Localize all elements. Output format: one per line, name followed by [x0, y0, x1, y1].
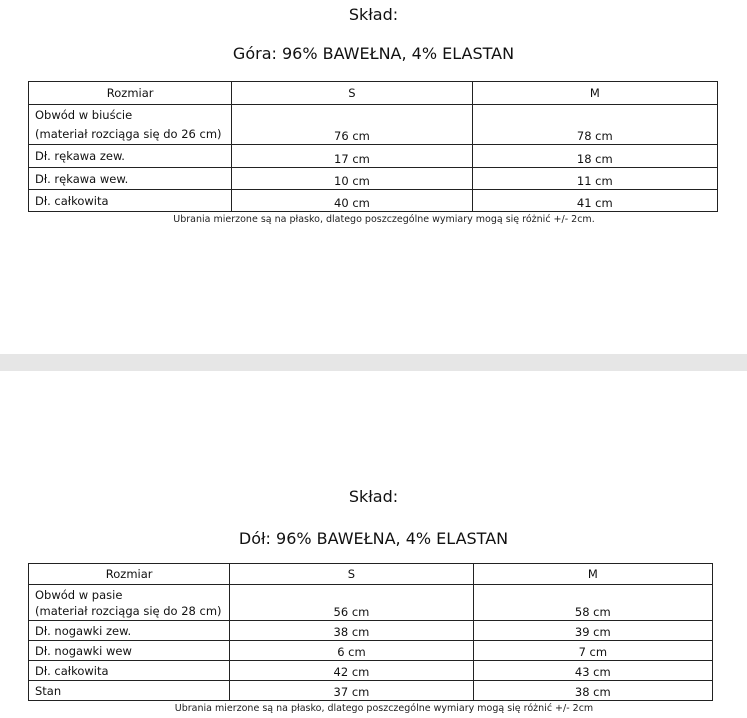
value-s: 42 cm: [230, 661, 473, 681]
row-label: Dł. całkowita: [29, 190, 232, 212]
header-size: Rozmiar: [29, 564, 230, 585]
value-s: 38 cm: [230, 621, 473, 641]
row-label: Dł. rękawa zew.: [29, 145, 232, 168]
header-s: S: [230, 564, 473, 585]
header-m: M: [472, 82, 717, 105]
value-s: 56 cm: [230, 585, 473, 621]
measurement-note: Ubrania mierzone są na płasko, dlatego poszczególne wymiary mogą się różnić +/- 2cm: [174, 703, 594, 714]
header-s: S: [232, 82, 472, 105]
top-size-panel: [0, 0, 747, 354]
table-row: [29, 621, 713, 641]
measurement-note: Ubrania mierzone są na płasko, dlatego poszczególne wymiary mogą się różnić +/- 2cm.: [173, 214, 595, 225]
value-m: 11 cm: [472, 168, 717, 190]
row-label-line: (materiał rozciąga się do 26 cm): [35, 126, 222, 141]
value-m: 58 cm: [473, 585, 712, 621]
row-label: Dł. nogawki zew.: [29, 621, 230, 641]
value-m: 78 cm: [472, 105, 717, 145]
value-s: 17 cm: [232, 145, 472, 168]
header-size: Rozmiar: [29, 82, 232, 105]
header-row: [29, 564, 713, 585]
value-s: 76 cm: [232, 105, 472, 145]
row-label: Dł. całkowita: [29, 661, 230, 681]
value-m: 18 cm: [472, 145, 717, 168]
table-row: [29, 661, 713, 681]
size-table-bottom: [28, 563, 713, 701]
value-m: 7 cm: [473, 641, 712, 661]
value-s: 10 cm: [232, 168, 472, 190]
value-s: 6 cm: [230, 641, 473, 661]
row-label: Stan: [29, 681, 230, 701]
row-label: [29, 105, 232, 145]
row-label-line: Obwód w pasie: [35, 587, 123, 602]
table-row: [29, 105, 718, 145]
table-row: [29, 585, 713, 621]
composition-text: Dół: 96% BAWEŁNA, 4% ELASTAN: [238, 529, 509, 548]
row-label-line: Obwód w biuście: [35, 107, 133, 122]
row-label-line: (materiał rozciąga się do 28 cm): [35, 603, 222, 618]
header-m: M: [473, 564, 712, 585]
composition-title: Skład:: [348, 5, 399, 24]
bottom-size-panel: [0, 371, 747, 718]
value-m: 39 cm: [473, 621, 712, 641]
table-row: [29, 681, 713, 701]
table-row: [29, 145, 718, 168]
composition-title: Skład:: [348, 487, 399, 506]
table-row: [29, 190, 718, 212]
value-m: 41 cm: [472, 190, 717, 212]
row-label: Dł. nogawki wew: [29, 641, 230, 661]
value-s: 40 cm: [232, 190, 472, 212]
table-row: [29, 641, 713, 661]
table-row: [29, 168, 718, 190]
value-s: 37 cm: [230, 681, 473, 701]
value-m: 43 cm: [473, 661, 712, 681]
size-table-top: [28, 81, 718, 212]
composition-text: Góra: 96% BAWEŁNA, 4% ELASTAN: [232, 44, 515, 63]
section-divider: [0, 354, 747, 371]
row-label: Dł. rękawa wew.: [29, 168, 232, 190]
header-row: [29, 82, 718, 105]
value-m: 38 cm: [473, 681, 712, 701]
row-label: [29, 585, 230, 621]
